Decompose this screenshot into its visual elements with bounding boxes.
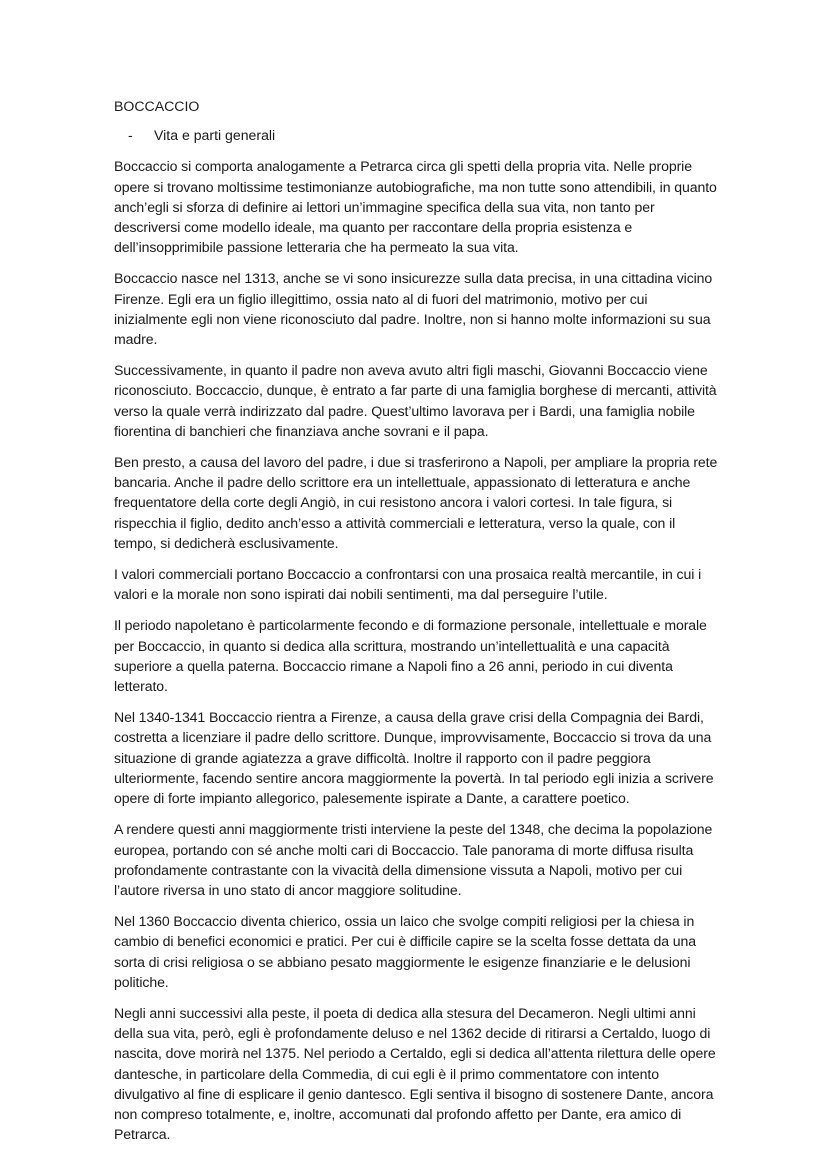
paragraph-birth: Boccaccio nasce nel 1313, anche se vi sono insicurezze sulla data precisa, in una cittadina vicino Firenze. Egli era un figlio illegittimo, ossia nato al di fuori del matrimonio, motivo per cui inizialmente egli non viene riconosciuto dal padre. Inoltre, non si hanno molte informazioni su sua madre.: [114, 270, 713, 348]
paragraph-naples-period: Il periodo napoletano è particolarmente fecondo e di formazione personale, intellettuale e morale per Boccaccio, in quanto si dedica alla scrittura, mostrando un’intellettualità e una capacità superiore a quella paterna. Boccaccio rimane a Napoli fino a 26 anni, periodo in cui diventa letterato.: [114, 617, 707, 695]
document-page: [114, 96, 720, 1155]
paragraph-recognition: Successivamente, in quanto il padre non aveva avuto altri figli maschi, Giovanni Boccaccio viene riconosciuto. Boccaccio, dunque, è entrato a far parte di una famiglia borghese di mercanti, attività verso la quale verrà indirizzato dal padre. Quest’ultimo lavorava per i Bardi, una famiglia nobile fiorentina di banchieri che finanziava anche sovrani e il papa.: [114, 362, 717, 439]
section-heading: [114, 125, 720, 145]
paragraph-intro: Boccaccio si comporta analogamente a Petrarca circa gli spetti della propria vita. Nelle proprie opere si trovano moltissime testimonianze autobiografiche, ma non tutte sono attendibili, in quanto anch’egli si sforza di definire ai lettori un’immagine specifica della sua vita, non tanto per descriversi come modello ideale, ma quanto per raccontare della propria esistenza e dell’insopprimibile passione letteraria che ha permeato la sua vita.: [114, 158, 717, 256]
document-title: BOCCACCIO: [114, 98, 200, 114]
paragraph-cleric: Nel 1360 Boccaccio diventa chierico, ossia un laico che svolge compiti religiosi per la chiesa in cambio di benefici economici e pratici. Per cui è difficile capire se la scelta fosse dettata da una sorta di crisi religiosa o se abbiano pesato maggiormente le esigenze finanziarie e le delusioni politiche.: [114, 913, 696, 990]
paragraph-commercial-values: I valori commerciali portano Boccaccio a confrontarsi con una prosaica realtà mercantile, in cui i valori e la morale non sono ispirati dai nobili sentimenti, ma dal perseguire l’utile.: [114, 566, 702, 603]
paragraph-late-years: Negli anni successivi alla peste, il poeta di dedica alla stesura del Decameron. Negli ultimi anni della sua vita, però, egli è profondamente deluso e nel 1362 decide di ritirarsi a Certaldo, luogo di nascita, dove morirà nel 1375. Nel periodo a Certaldo, egli si dedica all’attenta rilettura delle opere dantesche, in particolare della Commedia, di cui egli è il primo commentatore con intento divulgativo al fine di esplicare il genio dantesco. Egli sentiva il bisogno di sostenere Dante, ancora non compreso totalmente, e, inoltre, accomunati dal profondo affetto per Dante, era amico di Petrarca.: [114, 1004, 716, 1143]
paragraph-plague: A rendere questi anni maggiormente tristi interviene la peste del 1348, che decima la popolazione europea, portando con sé anche molti cari di Boccaccio. Tale panorama di morte diffusa risulta profondamente contrastante con la vivacità della dimensione vissuta a Napoli, motivo per cui l’autore riversa in uno stato di ancor maggiore solitudine.: [114, 821, 713, 898]
paragraph-naples-move: Ben presto, a causa del lavoro del padre, i due si trasferirono a Napoli, per ampliare la propria rete bancaria. Anche il padre dello scrittore era un intellettuale, appassionato di letteratura e anche frequentatore della corte degli Angiò, in cui resistono ancora i valori cortesi. In tale figura, si rispecchia il figlio, dedito anch’esso a attività commerciali e letteratura, verso la quale, con il tempo, si dedicherà esclusivamente.: [114, 454, 718, 551]
paragraph-florence-return: Nel 1340-1341 Boccaccio rientra a Firenze, a causa della grave crisi della Compagnia dei Bardi, costretta a licenziare il padre dello scrittore. Dunque, improvvisamente, Boccaccio si trova da una situazione di grande agiatezza a grave difficoltà. Inoltre il rapporto con il padre peggiora ulteriormente, facendo sentire ancora maggiormente la povertà. In tal periodo egli inizia a scrivere opere di forte impianto allegorico, palesemente ispirate a Dante, a carattere poetico.: [114, 709, 714, 807]
bullet-dash: -: [128, 127, 133, 144]
section-label: Vita e parti generali: [154, 127, 276, 144]
